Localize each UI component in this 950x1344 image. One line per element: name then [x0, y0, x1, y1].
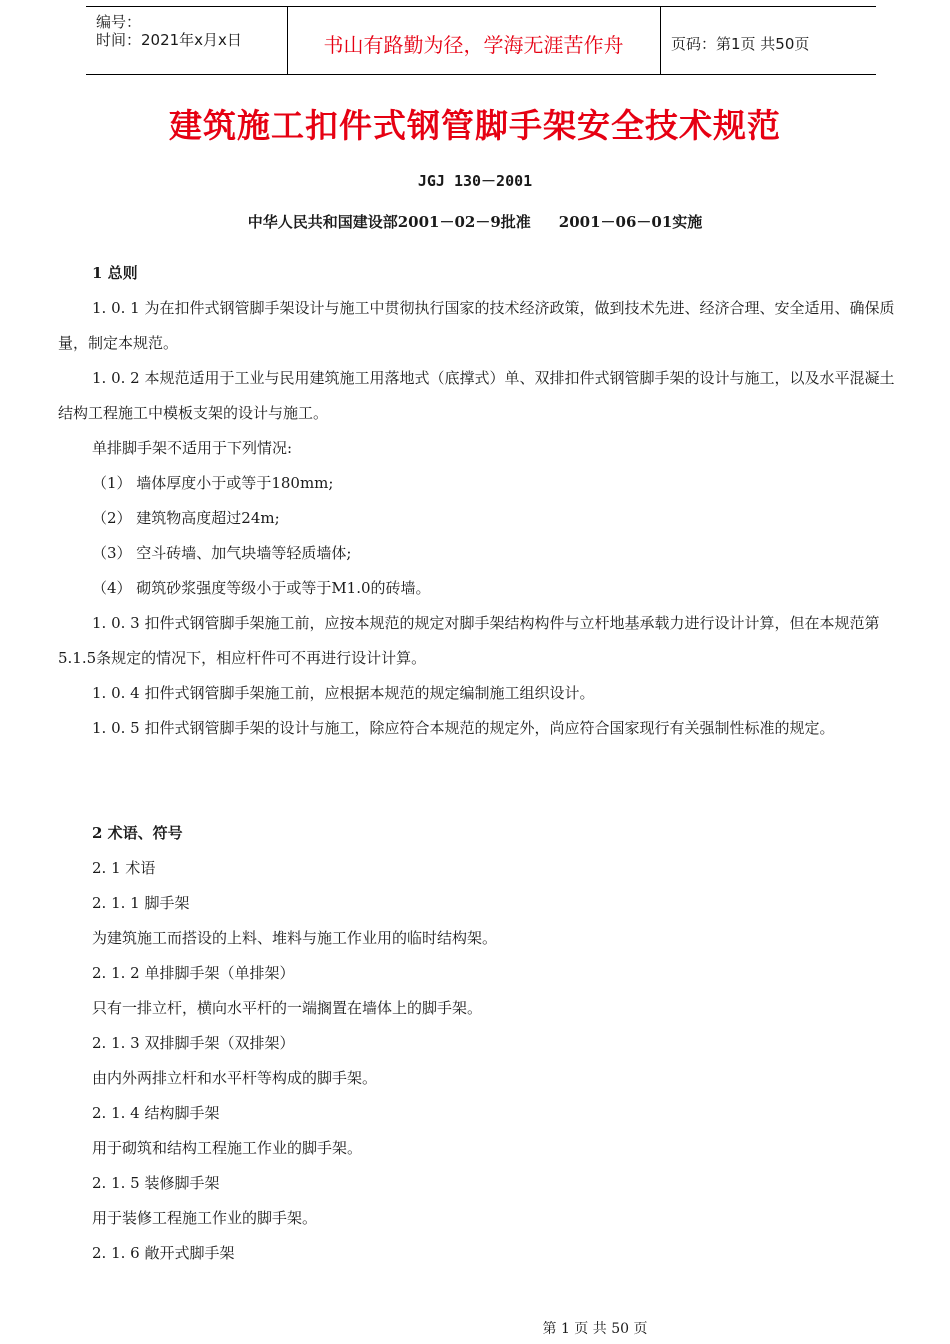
paragraph: 为建筑施工而搭设的上料、堆料与施工作业用的临时结构架。	[92, 929, 498, 947]
document-body	[58, 256, 908, 1271]
time-label: 时间：2021年x月x日	[96, 31, 242, 49]
section-heading: 2 术语、符号	[92, 824, 183, 842]
paragraph: 2. 1 术语	[92, 859, 156, 877]
paragraph: 2. 1. 2 单排脚手架（单排架）	[92, 964, 295, 982]
approval-line	[0, 211, 950, 232]
standard-number: JGJ 130－2001	[417, 172, 533, 190]
paragraph: 2. 1. 6 敞开式脚手架	[92, 1244, 235, 1262]
paragraph: 由内外两排立杆和水平杆等构成的脚手架。	[92, 1069, 378, 1087]
paragraph: 2. 1. 5 装修脚手架	[92, 1174, 220, 1192]
section-spacer	[58, 746, 908, 816]
paragraph: 只有一排立杆，横向水平杆的一端搁置在墙体上的脚手架。	[92, 999, 483, 1017]
page-label: 页码：第1页 共50页	[671, 35, 810, 53]
paragraph: 1. 0. 1 为在扣件式钢管脚手架设计与施工中贯彻执行国家的技术经济政策，做到技术先进、经济合理、安全适用、确保质量，制定本规范。	[58, 299, 895, 352]
header-motto-cell	[287, 7, 661, 74]
approval-date: 中华人民共和国建设部2001－02－9批准	[247, 213, 531, 231]
page-footer: 第 1 页 共 50 页	[542, 1321, 648, 1337]
paragraph: （1） 墙体厚度小于或等于180mm;	[92, 474, 334, 492]
page-header	[86, 6, 876, 75]
paragraph: 2. 1. 4 结构脚手架	[92, 1104, 220, 1122]
paragraph: 用于砌筑和结构工程施工作业的脚手架。	[92, 1139, 363, 1157]
document-title: 建筑施工扣件式钢管脚手架安全技术规范	[169, 106, 781, 145]
number-label: 编号：	[96, 13, 142, 31]
paragraph: 2. 1. 1 脚手架	[92, 894, 190, 912]
paragraph: 1. 0. 2 本规范适用于工业与民用建筑施工用落地式（底撑式）单、双排扣件式钢管脚手架的设计与施工，以及水平混凝土结构工程施工中模板支架的设计与施工。	[58, 369, 895, 422]
implementation-date: 2001－06－01实施	[558, 213, 703, 231]
paragraph: 2. 1. 3 双排脚手架（双排架）	[92, 1034, 295, 1052]
paragraph: 1. 0. 3 扣件式钢管脚手架施工前，应按本规范的规定对脚手架结构构件与立杆地基承载力进行设计计算，但在本规范第5.1.5条规定的情况下，相应杆件可不再进行设计计算。	[58, 614, 880, 667]
motto: 书山有路勤为径，学海无涯苦作舟	[323, 33, 624, 57]
paragraph: （2） 建筑物高度超过24m;	[92, 509, 280, 527]
paragraph: 1. 0. 5 扣件式钢管脚手架的设计与施工，除应符合本规范的规定外，尚应符合国家现行有关强制性标准的规定。	[92, 719, 835, 737]
paragraph: 用于装修工程施工作业的脚手架。	[92, 1209, 318, 1227]
paragraph: （4） 砌筑砂浆强度等级小于或等于M1.0的砖墙。	[92, 579, 431, 597]
header-page-cell	[661, 7, 876, 74]
section-heading: 1 总则	[92, 264, 138, 282]
paragraph: 单排脚手架不适用于下列情况:	[92, 439, 293, 457]
paragraph: 1. 0. 4 扣件式钢管脚手架施工前，应根据本规范的规定编制施工组织设计。	[92, 684, 595, 702]
header-meta-cell	[86, 7, 288, 74]
paragraph: （3） 空斗砖墙、加气块墙等轻质墙体;	[92, 544, 352, 562]
